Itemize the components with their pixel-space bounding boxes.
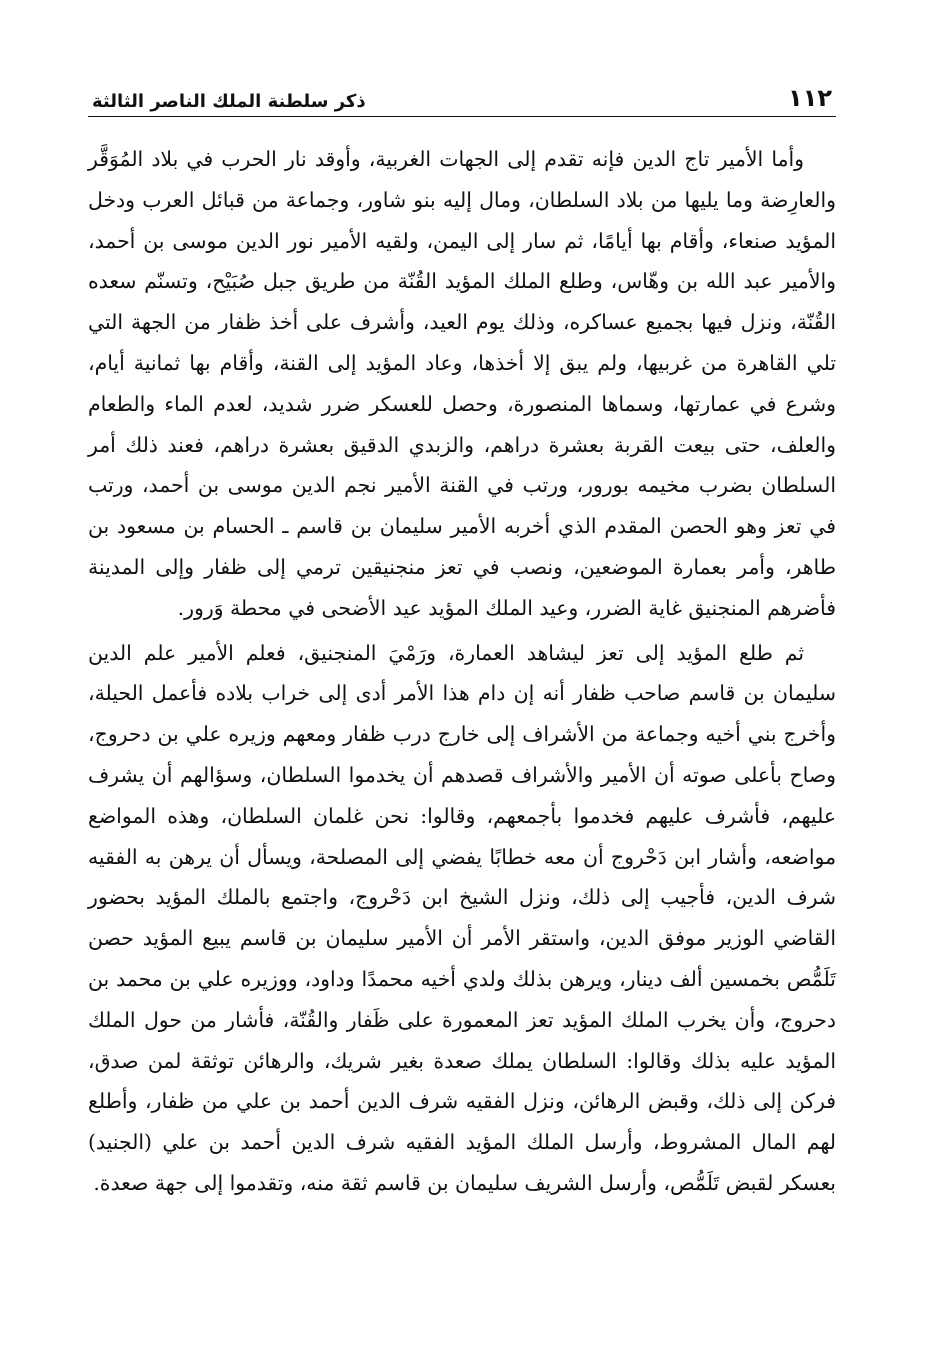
page-number: ١١٢ xyxy=(788,84,832,112)
paragraph-2: ثم طلع المؤيد إلى تعز ليشاهد العمارة، ورَمْيَ المنجنيق، فعلم الأمير علم الدين سليمان بن قاسم صاحب ظفار أنه إن دام هذا الأمر أدى إلى خراب بلاده فأعمل الحيلة، وأخرج بني أخيه وجماعة من الأشراف إلى خارج درب ظفار ومعهم وزيره علي بن دحروج، وصاح بأعلى صوته أن الأمير والأشراف قصدهم أن يخدموا السلطان، وسؤالهم أن يشرف عليهم، فأشرف عليهم فخدموا بأجمعهم، وقالوا: نحن غلمان السلطان، وهذه المواضع مواضعه، وأشار ابن دَحْروج أن معه خطابًا يفضي إلى المصلحة، ويسأل أن يرهن به الفقيه شرف الدين، فأجيب إلى ذلك، ونزل الشيخ ابن دَحْروج، واجتمع بالملك المؤيد بحضور القاضي الوزير موفق الدين، واستقر الأمر أن الأمير سليمان بن قاسم يبيع المؤيد حصن تَلَمُّص بخمسين ألف دينار، ويرهن بذلك ولدي أخيه محمدًا وداود، ووزيره علي بن محمد بن دحروج، وأن يخرب الملك المؤيد تعز المعمورة على ظَفار والقُنّة، فأشار من حول الملك المؤيد عليه بذلك وقالوا: السلطان يملك صعدة بغير شريك، والرهائن توثقة لمن صدق، فركن إلى ذلك، وقبض الرهائن، ونزل الفقيه شرف الدين أحمد بن علي من ظفار، وأطلع لهم المال المشروط، وأرسل الملك المؤيد الفقيه شرف الدين أحمد بن علي (الجنيد) بعسكر لقبض تَلَمُّص، وأرسل الشريف سليمان بن قاسم ثقة منه، وتقدموا إلى جهة صعدة. xyxy=(88,640,836,1195)
body-text xyxy=(88,139,836,1204)
running-head xyxy=(88,76,836,117)
running-title: ذكر سلطنة الملك الناصر الثالثة xyxy=(92,91,366,112)
book-page xyxy=(88,76,836,1204)
paragraph-1: وأما الأمير تاج الدين فإنه تقدم إلى الجهات الغربية، وأوقد نار الحرب في بلاد المُوَقَّر والعارِضة وما يليها من بلاد السلطان، ومال إليه بنو شاور، وجماعة من قبائل العرب ودخل المؤيد صنعاء، وأقام بها أيامًا، ثم سار إلى اليمن، ولقيه الأمير نور الدين موسى بن أحمد، والأمير عبد الله بن وهّاس، وطلع الملك المؤيد القُنّة من طريق جبل صُبَيْح، وتسنّم سعده القُنّة، ونزل فيها بجميع عساكره، وذلك يوم العيد، وأشرف على أخذ ظفار من الجهة التي تلي القاهرة من غربيها، ولم يبق إلا أخذها، وعاد المؤيد إلى القنة، وأقام بها ثمانية أيام، وشرع في عمارتها، وسماها المنصورة، وحصل للعسكر ضرر شديد، لعدم الماء والطعام والعلف، حتى بيعت القربة بعشرة دراهم، والزبدي الدقيق بعشرة دراهم، فعند ذلك أمر السلطان بضرب مخيمه بورور، ورتب في القنة الأمير نجم الدين موسى بن أحمد، ورتب في تعز وهو الحصن المقدم الذي أخربه الأمير سليمان بن قاسم ـ الحسام بن مسعود بن طاهر، وأمر بعمارة الموضعين، ونصب في تعز منجنيقين ترمي إلى ظفار وإلى المدينة فأضرهم المنجنيق غاية الضرر، وعيد الملك المؤيد عيد الأضحى في محطة وَرور. xyxy=(88,147,836,620)
